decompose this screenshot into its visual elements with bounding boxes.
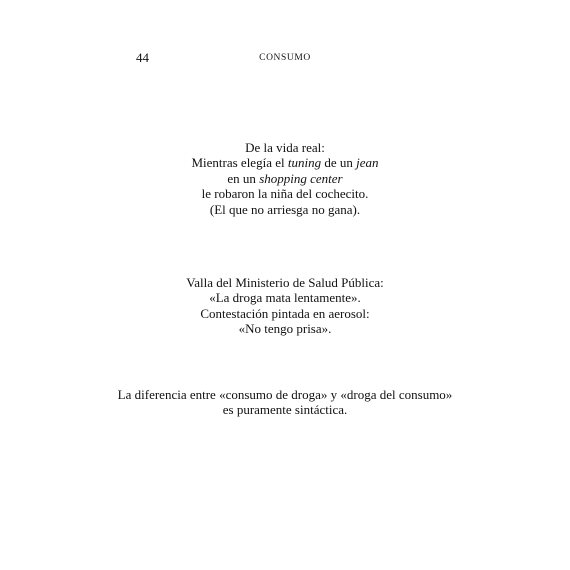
text-line [0,275,570,290]
text-line [0,290,570,305]
text-line [0,171,570,186]
text-span: es puramente sintáctica. [222,402,348,418]
running-head: CONSUMO [259,53,311,63]
text-span: De la vida real: [245,140,325,155]
text-line [0,155,570,170]
italic-term: tuning [287,155,322,171]
text-block-diferencia [0,387,570,418]
text-span: «La droga mata lentamente». [209,290,361,306]
text-span: «No tengo prisa». [238,321,332,337]
text-span: Mientras elegía el [191,155,288,171]
italic-term: jean [356,155,379,171]
text-span: Contestación pintada en aerosol: [200,305,370,321]
text-span: de un [321,155,357,171]
text-line [0,186,570,201]
italic-term: shopping center [259,170,343,186]
text-span: Valla del Ministerio de Salud Pública: [186,275,384,290]
text-span: (El que no arriesga no gana). [209,201,361,217]
text-span: en un [227,170,260,186]
text-line [0,202,570,217]
text-block-valla [0,275,570,337]
text-span: le robaron la niña del cochecito. [201,186,369,202]
text-span: La diferencia entre «consumo de droga» y «droga del consumo» [117,387,453,402]
text-block-vida-real [0,140,570,217]
text-line [0,306,570,321]
page-number: 44 [136,50,149,65]
text-line [0,140,570,155]
text-line [0,402,570,417]
text-line [0,387,570,402]
text-line [0,321,570,336]
